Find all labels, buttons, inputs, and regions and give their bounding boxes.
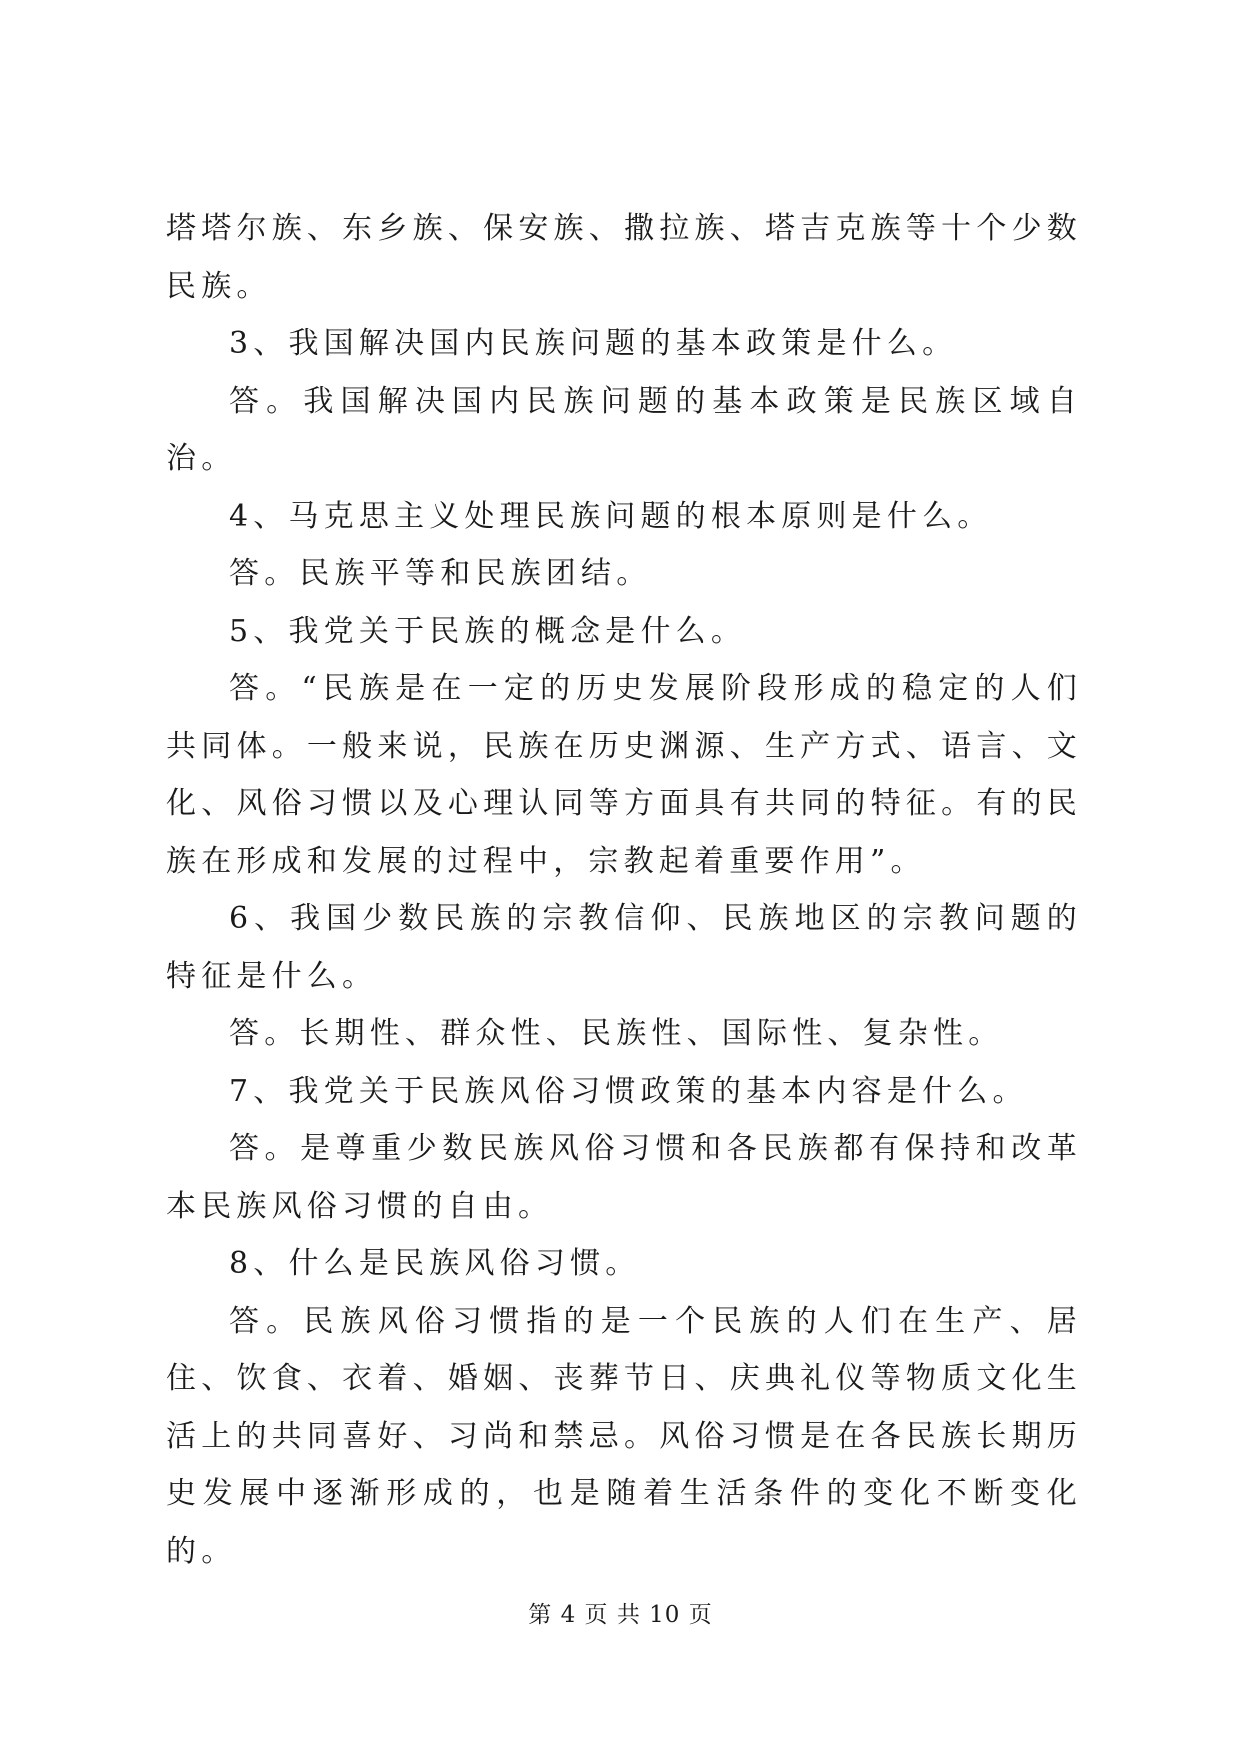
question-7: 7、我党关于民族风俗习惯政策的基本内容是什么。: [229, 1073, 1028, 1109]
question-6: 6、我国少数民族的宗教信仰、民族地区的宗教问题的特征是什么。: [166, 901, 1082, 994]
question-3: 3、我国解决国内民族问题的基本政策是什么。: [229, 326, 958, 361]
question-8: 8、什么是民族风俗习惯。: [229, 1246, 641, 1281]
answer-7: 答。是尊重少数民族风俗习惯和各民族都有保持和改革本民族风俗习惯的自由。: [166, 1131, 1082, 1224]
answer-4: 答。民族平等和民族团结。: [229, 556, 652, 591]
page-number-footer: 第 4 页 共 10 页: [528, 1602, 713, 1628]
answer-5: 答。“民族是在一定的历史发展阶段形成的稳定的人们共同体。一般来说，民族在历史渊源、生产方式、语言、文化、风俗习惯以及心理认同等方面具有共同的特征。有的民族在形成和发展的过程中，宗教起着重要作用”。: [166, 671, 1082, 879]
question-4: 4、马克思主义处理民族问题的根本原则是什么。: [229, 498, 993, 534]
question-5: 5、我党关于民族的概念是什么。: [229, 613, 747, 649]
paragraph-continuation: 塔塔尔族、东乡族、保安族、撒拉族、塔吉克族等十个少数民族。: [166, 211, 1082, 304]
document-body: [166, 200, 1082, 1580]
answer-3: 答。我国解决国内民族问题的基本政策是民族区域自治。: [166, 383, 1082, 476]
answer-6: 答。长期性、群众性、民族性、国际性、复杂性。: [229, 1016, 1004, 1051]
answer-8: 答。民族风俗习惯指的是一个民族的人们在生产、居住、饮食、衣着、婚姻、丧葬节日、庆典礼仪等物质文化生活上的共同喜好、习尚和禁忌。风俗习惯是在各民族长期历史发展中逐渐形成的，也是随着生活条件的变化不断变化的。: [166, 1303, 1082, 1569]
